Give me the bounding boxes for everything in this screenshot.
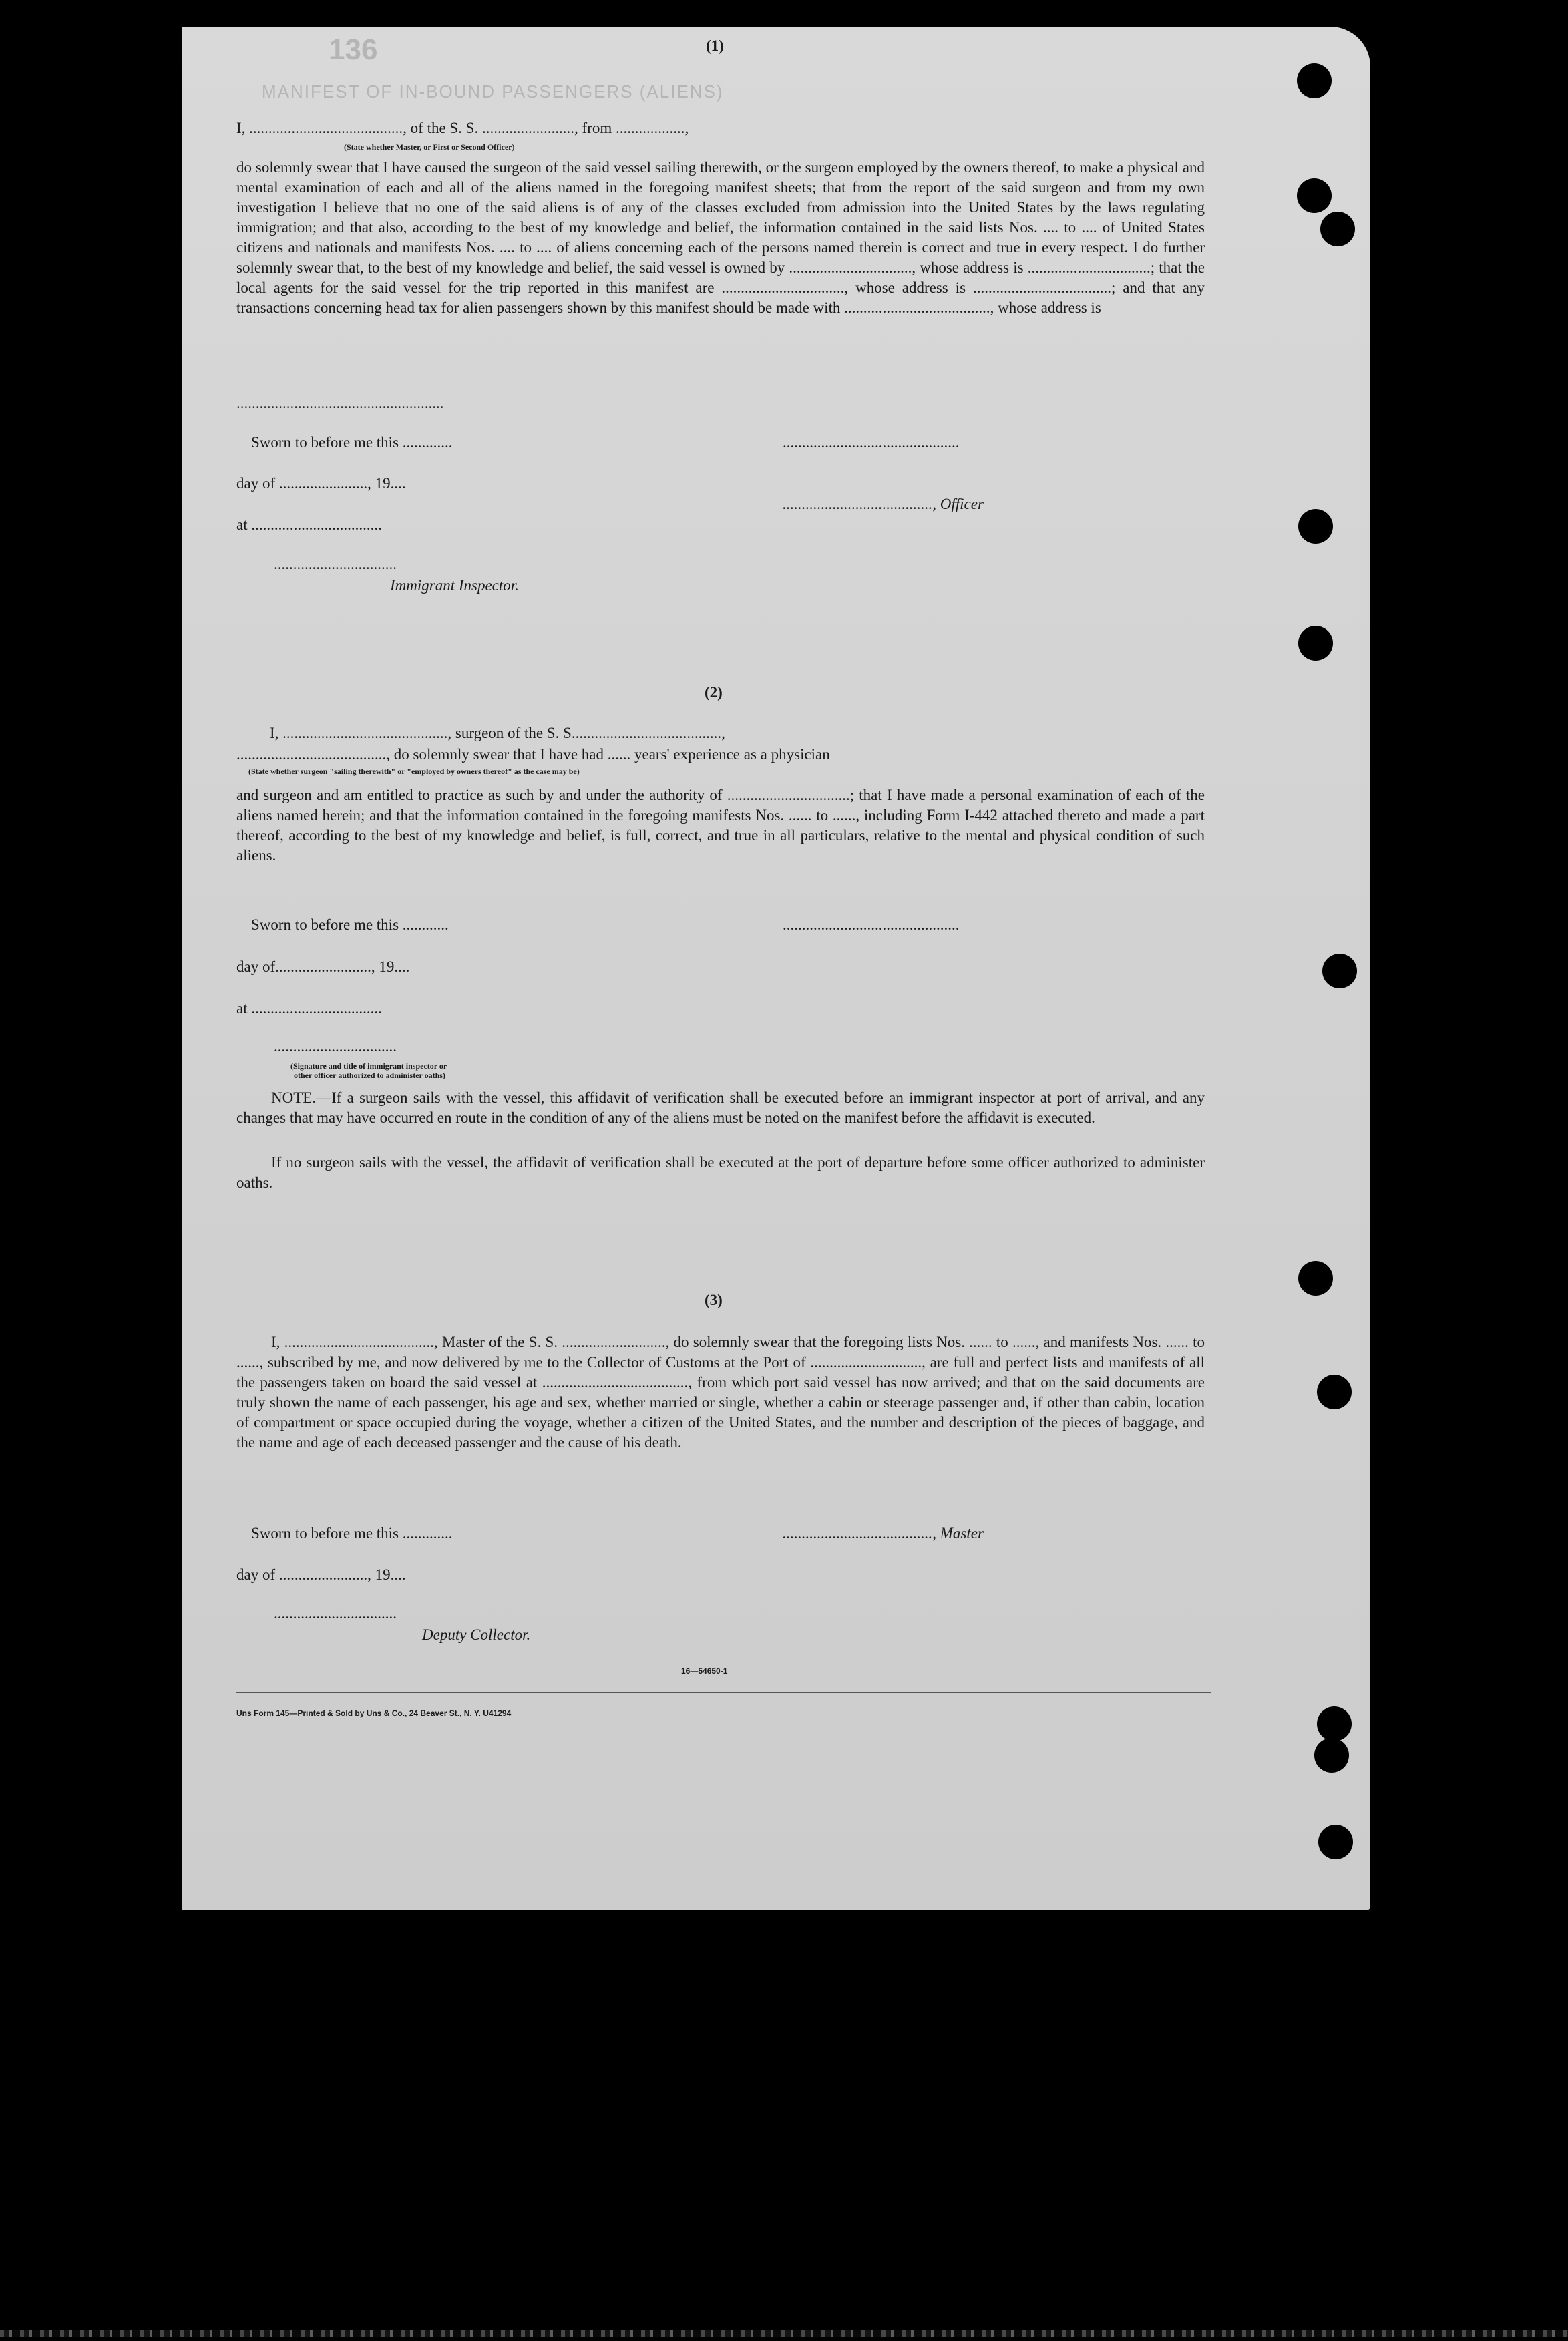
section-2-note-2: If no surgeon sails with the vessel, the affidavit of verification shall be executed at the port of departure before some officer authorized to administer oaths.	[236, 1154, 1205, 1191]
binder-hole	[1318, 1825, 1353, 1859]
section-3-number: (3)	[705, 1292, 723, 1308]
section-1-line1-note: (State whether Master, or First or Second Officer)	[344, 142, 515, 152]
binder-hole	[1317, 1706, 1352, 1741]
section-2-number: (2)	[705, 684, 723, 701]
section-1-day-of: day of ......................., 19....	[236, 475, 406, 492]
section-1-at: at ..................................	[236, 516, 382, 533]
faint-title: MANIFEST OF IN-BOUND PASSENGERS (ALIENS)	[262, 81, 724, 102]
binder-hole	[1298, 1261, 1333, 1296]
faint-page-number: 136	[329, 33, 378, 66]
binder-hole	[1314, 1738, 1349, 1773]
section-1-inspector-title: Immigrant Inspector.	[390, 577, 519, 594]
section-3-day-of: day of ......................., 19....	[236, 1566, 406, 1583]
form-code: 16—54650-1	[681, 1666, 728, 1676]
section-1-signature-line: ..............................................	[783, 434, 960, 451]
section-2-line2: ......................................., do solemnly swear that I have had ...... years' experience as a physician	[236, 746, 830, 763]
section-3-master: ......................................., Master	[783, 1525, 984, 1542]
section-1-officer: ......................................., Officer	[783, 496, 984, 512]
section-3-collector-title: Deputy Collector.	[422, 1626, 531, 1643]
section-1-sworn: Sworn to before me this .............	[251, 434, 453, 451]
binder-hole	[1298, 509, 1333, 544]
note-text: —If a surgeon sails with the vessel, this affidavit of verification shall be executed before an immigrant inspector at port of arrival, and any changes that may have occurred en route in the condition of any of the aliens must be noted on the manifest before the affidavit is executed.	[236, 1089, 1205, 1126]
form-page	[182, 27, 1370, 1910]
binder-hole	[1322, 954, 1357, 988]
printer-credit: Uns Form 145—Printed & Sold by Uns & Co., 24 Beaver St., N. Y. U41294	[236, 1708, 512, 1718]
binder-hole	[1317, 1375, 1352, 1409]
section-3-body: I, ......................................., Master of the S. S. ..........................., do solemnly swear that the foregoing lists Nos. ...... to ......, and manifests Nos. ...... to ......, subscribed by me, and now delivered by me to the Collector of Customs at the Port of ............................., are full and perfect lists and manifests of all the passengers taken on board the said vessel at ......................................, from which port said vessel has now arrived; and that on the said documents are truly shown the name of each passenger, his age and sex, whether married or single, whether a cabin or steerage passenger and, if other than cabin, location of compartment or space occupied during the voyage, whether a citizen of the United States, and the number and description of the pieces of baggage, and the name and age of each deceased passenger and the cause of his death.	[236, 1334, 1205, 1451]
section-2-line1: I, ..........................................., surgeon of the S. S.......................................,	[270, 725, 725, 741]
binder-hole	[1320, 212, 1355, 246]
section-2-body: and surgeon and am entitled to practice as such by and under the authority of ................................; that I have made a personal examination of each of the aliens named herein; and that the information contained in the foregoing manifests Nos. ...... to ......, including Form I-442 attached thereto and made a part thereof, according to the best of my knowledge and belief, is full, correct, and true in all particulars, relative to the mental and physical condition of such aliens.	[236, 787, 1205, 864]
section-2-signature-dots: ................................	[274, 1038, 397, 1055]
section-2-signature-note-2: other officer authorized to administer oaths)	[294, 1071, 445, 1080]
section-1-body: do solemnly swear that I have caused the surgeon of the said vessel sailing therewith, or the surgeon employed by the owners thereof, to make a physical and mental examination of each and all of the aliens named in the foregoing manifest sheets; that from the report of the said surgeon and from my own investigation I believe that no one of the said aliens is of any of the classes excluded from admission into the United States by the laws regulating immigration; and that also, according to the best of my knowledge and belief, the information contained in the said lists Nos. .... to .... of United States citizens and nationals and manifests Nos. .... to .... of aliens concerning each of the persons named therein is correct and true in every respect. I do further solemnly swear that, to the best of my knowledge and belief, the said vessel is owned by ................................, whose address is ................................; that the local agents for the said vessel for the trip reported in this manifest are ................................, whose address is ....................................; and that any transactions concerning head tax for alien passengers shown by this manifest should be made with ......................................, whose address is	[236, 159, 1205, 316]
binder-hole	[1297, 63, 1332, 98]
section-2-note: (State whether surgeon "sailing therewith" or "employed by owners thereof" as the case may be)	[248, 767, 580, 776]
section-2-sworn: Sworn to before me this ............	[251, 916, 449, 933]
section-1-body-tail: ......................................................	[236, 395, 444, 411]
binder-hole	[1297, 178, 1332, 213]
section-3-collector-dots: ................................	[274, 1605, 397, 1622]
binder-hole	[1298, 626, 1333, 661]
section-2-day-of: day of........................., 19....	[236, 958, 410, 975]
section-1-number: (1)	[706, 37, 724, 54]
section-2-note-paragraph	[236, 1088, 1205, 1128]
section-2-signature-line: ..............................................	[783, 916, 960, 933]
section-1-inspector-dots: ................................	[274, 556, 397, 572]
section-3-sworn: Sworn to before me this .............	[251, 1525, 453, 1542]
note-label: NOTE.	[271, 1089, 317, 1106]
section-1-line1: I, ........................................, of the S. S. ........................, from ..................,	[236, 120, 689, 136]
section-2-at: at ..................................	[236, 1000, 382, 1017]
scan-edge-noise	[0, 2330, 1568, 2337]
section-2-signature-note-1: (Signature and title of immigrant inspector or	[290, 1061, 447, 1071]
footer-rule	[236, 1692, 1211, 1693]
